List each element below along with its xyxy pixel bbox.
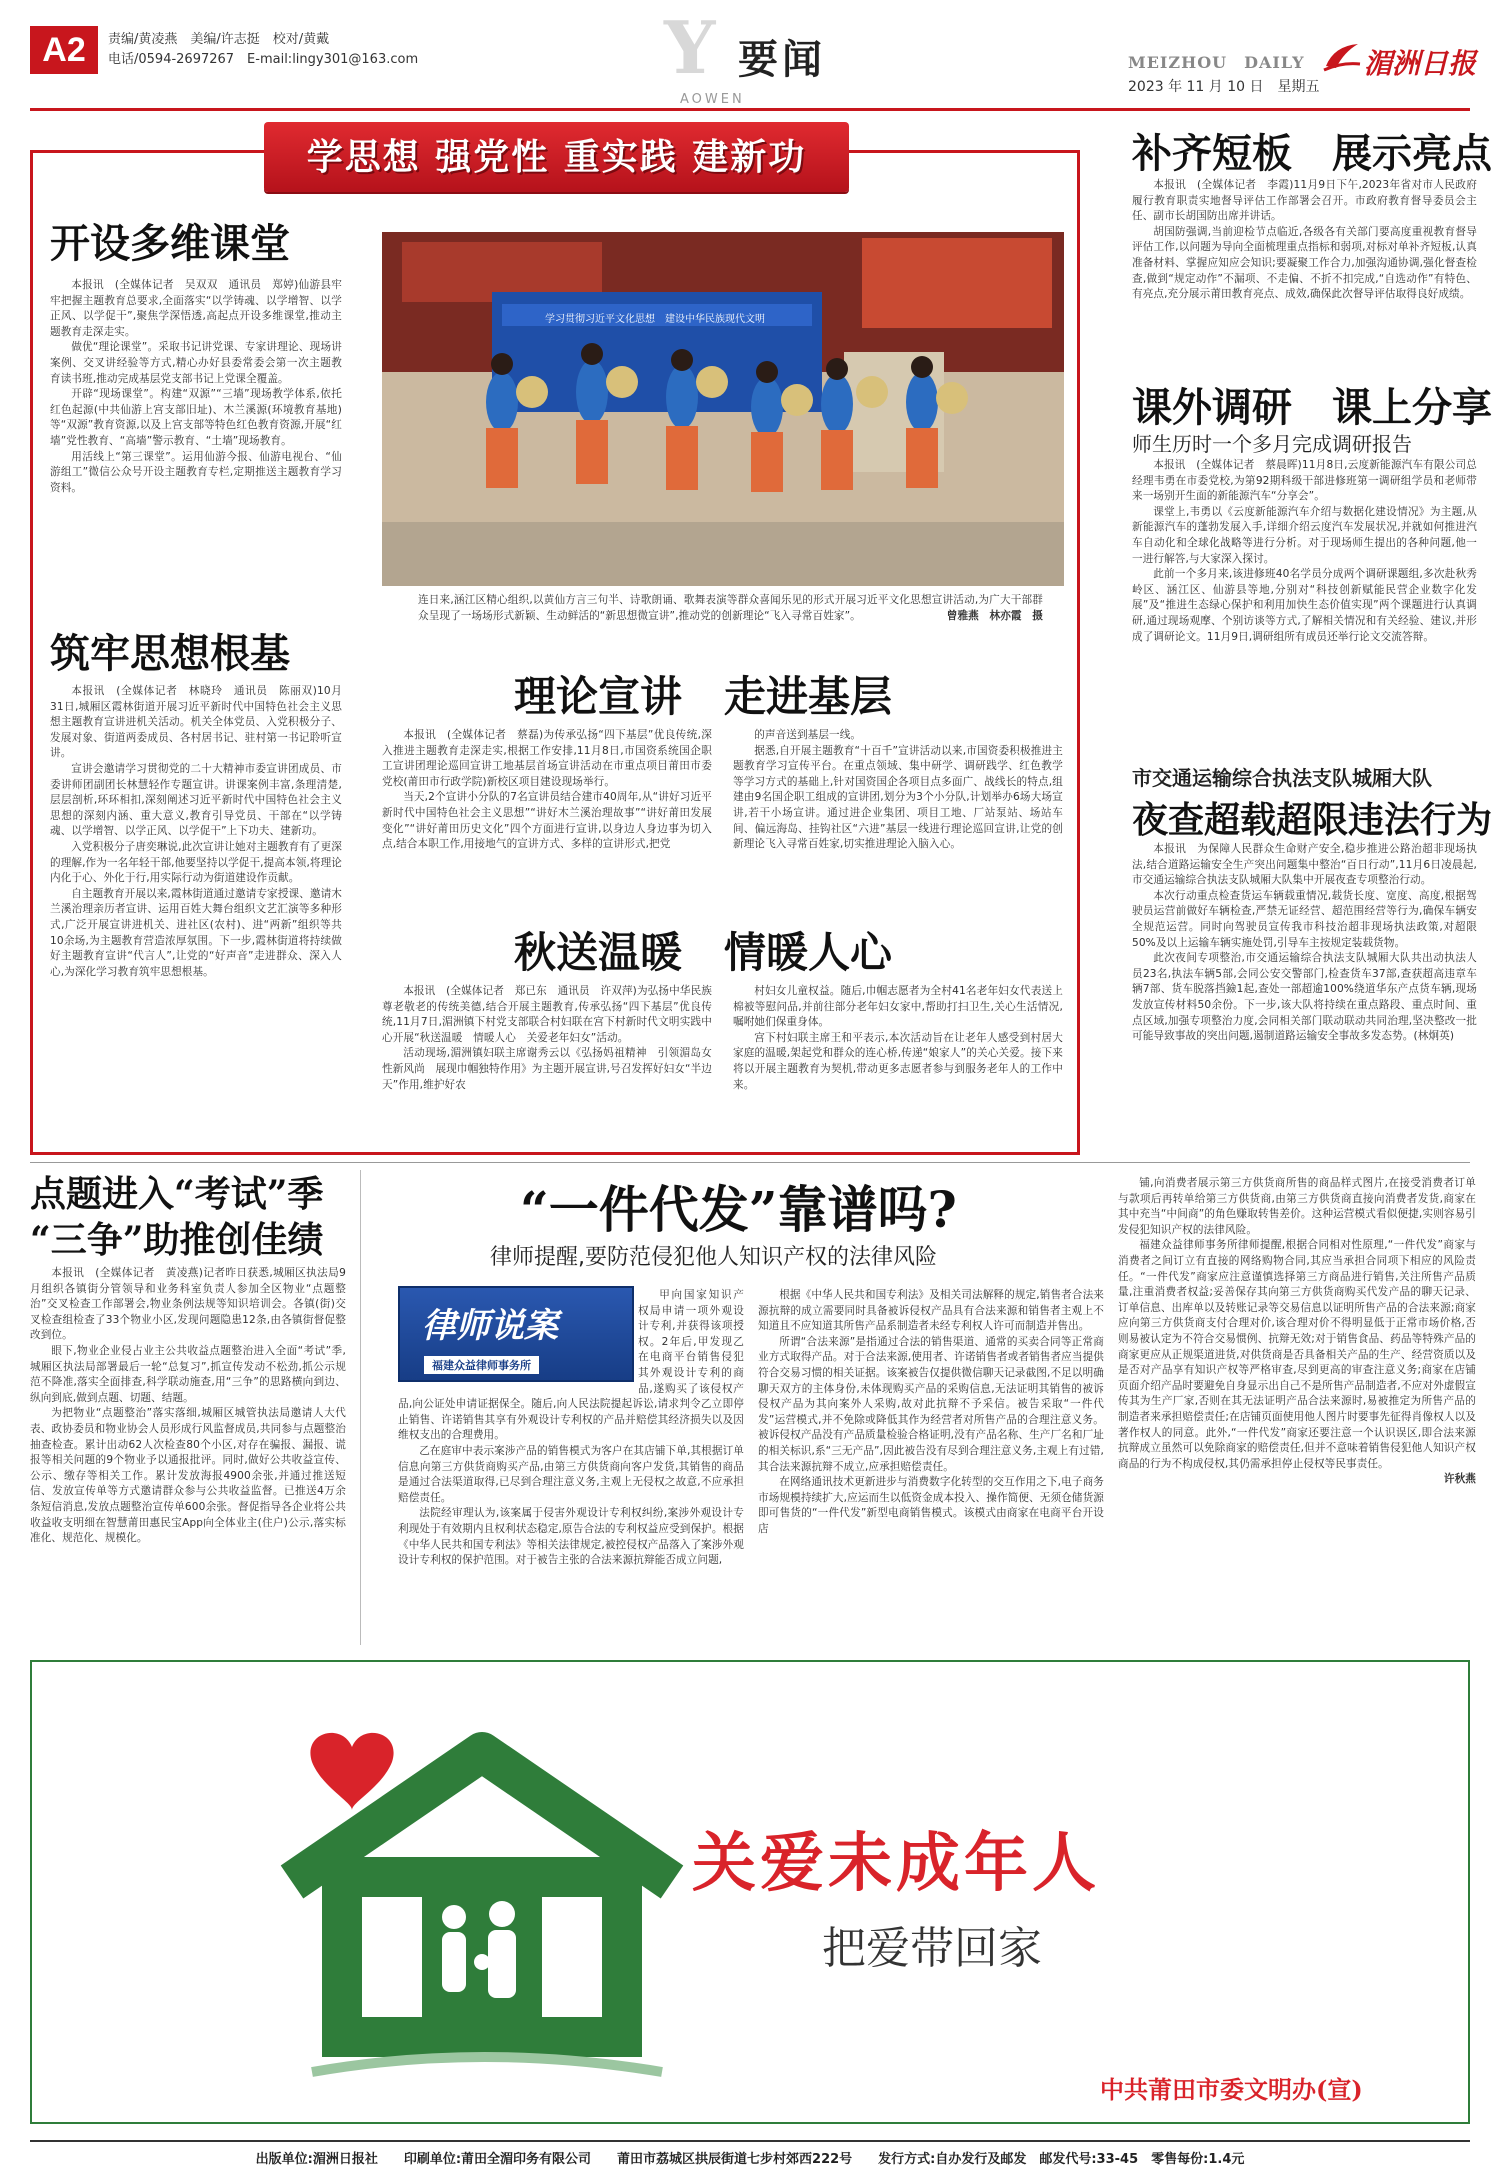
paragraph: 本报讯 (全媒体记者 吴双双 通讯员 郑婷)仙游县牢牢把握主题教育总要求,全面落实“以学铸魂、以学增智、以学正风、以学促干”,聚焦学深悟透,高起点开设多维课堂,推动主题教育走深走实。 [50, 279, 342, 338]
paper-english-name: MEIZHOU DAILY [1128, 53, 1305, 72]
paragraph: 本报讯 (全媒体记者 郑已东 通讯员 许双萍)为弘扬中华民族尊老敬老的传统美德,结合开展主题教育,传承弘扬“四下基层”优良传统,11月7日,湄洲镇下村党支部联合村妇联在宫下村新时代文明实践中心开展“秋送温暖 情暖人心 关爱老年妇女”活动。 [382, 985, 712, 1044]
issue-date: 2023 年 11 月 10 日 星期五 [1128, 79, 1320, 95]
paragraph: 本报讯 (全媒体记者 林晓玲 通讯员 陈丽双)10月31日,城厢区霞林街道开展习近平新时代中国特色社会主义思想主题教育宣讲进机关活动。机关全体党员、入党积极分子、发展对象、街道两委成员、各村居书记、驻村第一书记聆听宣讲。 [50, 685, 342, 760]
paragraph: 村妇女儿童权益。随后,巾帼志愿者为全村41名老年妇女代表送上棉被等慰问品,并前往部分老年妇女家中,帮助打扫卫生,关心生活情况,嘱咐她们保重身体。 [733, 985, 1063, 1029]
paragraph: 入党积极分子唐奕琳说,此次宣讲让她对主题教育有了更深的理解,作为一名年轻干部,他要坚持以学促干,提高本领,将理论内化于心、外化于行,用实际行动为街道建设作贡献。 [50, 840, 342, 885]
article-headline: 补齐短板 展示亮点 [1132, 130, 1492, 177]
paragraph: 本报讯 为保障人民群众生命财产安全,稳步推进公路治超非现场执法,结合道路运输安全生产突出问题集中整治“百日行动”,11月6日凌晨起,市交通运输综合执法支队城厢大队集中开展夜查专项整治行动。 [1132, 843, 1477, 887]
paper-logo [1322, 40, 1362, 76]
lawyer-column-title: 律师说案 [422, 1306, 558, 1346]
paragraph: 本次行动重点检查货运车辆载重情况,载货长度、宽度、高度,根据驾驶员运营前做好车辆检查,严禁无证经营、超范围经营等行为,确保车辆安全规范运营。同时向驾驶员宣传我市科技治超非现场执法政策,对超限50%及以上运输车辆实施处罚,引导车主按规定装载货物。 [1132, 889, 1477, 949]
section-letter: Y [664, 5, 716, 90]
theme-banner [264, 122, 849, 192]
article-headline: 秋送温暖 情暖人心 [514, 928, 893, 977]
paragraph: 宣讲会邀请学习贯彻党的二十大精神市委宣讲团成员、市委讲师团副团长林慧轻作专题宣讲。讲课案例丰富,条理清楚,层层剖析,环环相扣,深刻阐述习近平新时代中国特色社会主义思想的深刻内涵、重大意义,教育引导党员、干部在“以学铸魂、以学增智、以学正风、以学促干”上下功夫、建新功。 [50, 762, 342, 838]
article-headline: 理论宣讲 走进基层 [514, 672, 893, 721]
paragraph: 为把物业“点题整治”落实落细,城厢区城管执法局邀请人大代表、政协委员和物业协会人员形成行风监督成员,共同参与点题整治抽查检查。累计出动62人次检查80个小区,对存在骗报、漏报、谎报等相关问题的9个物业予以通报批评。同时,做好公共收益宣传、公示、缴存等相关工作。累计发放海报4900余张,并通过推送短信、发放宣传单等方式邀请群众参与公共收益监督。已推送4万余条短信消息,发放点题整治宣传单600余张。督促指导各企业将公共收益收支明细在智慧莆田惠民宝App向全体业主(住户)公示,落实标准化、规范化、规模化。 [30, 1407, 346, 1545]
logo-spacer [398, 1288, 638, 1382]
paragraph: 本报讯 (全媒体记者 蔡晨晖)11月8日,云度新能源汽车有限公司总经理韦勇在市委党校,为第92期科级干部进修班第一调研组学员和老师带来一场别开生面的新能源汽车“分享会”。 [1132, 459, 1477, 503]
paragraph: 自主题教育开展以来,霞林街道通过邀请专家授课、邀请木兰溪治理亲历者宣讲、运用百姓大舞台组织文艺汇演等多种形式,广泛开展宣讲进机关、进社区(农村)、进“两新”组织等共10余场,为主题教育营造浓厚氛围。下一步,霞林街道将持续做好主题教育宣讲“代言人”,让党的“好声音”走进群众、深入人心,为深化学习教育筑牢思想根基。 [50, 887, 342, 978]
article-body [50, 684, 342, 980]
article-headline: 筑牢思想根基 [50, 630, 290, 677]
paragraph: 的声音送到基层一线。 [754, 729, 862, 741]
public-service-ad [30, 1660, 1470, 2124]
section-title: 要闻 [738, 36, 826, 83]
photo-caption-text: 连日来,涵江区精心组织,以黄仙方言三句半、诗歌朗诵、歌舞表演等群众喜闻乐见的形式开展习近平文化思想宣讲活动,为广大干部群众呈现了一场场形式新颖、生动鲜活的“新思想微宣讲”,推动党的创新理论“飞入寻常百姓家”。 [418, 594, 1043, 622]
paragraph: 活动现场,湄洲镇妇联主席谢秀云以《弘扬妈祖精神 引领湄岛女性新风尚 展现巾帼独特作用》为主题开展宣讲,号召发挥好妇女“半边天”作用,维护好农 [382, 1047, 712, 1091]
paragraph: 铺,向消费者展示第三方供货商所售的商品样式图片,在接受消费者订单与款项后再转单给第三方供货商,由第三方供货商直接向消费者发货,商家在其中充当“中间商”的角色赚取转售差价。这种运营模式看似便捷,实则容易引发侵犯知识产权的法律风险。 [1118, 1177, 1476, 1236]
paragraph: 胡国防强调,当前迎检节点临近,各级各有关部门要高度重视教育督导评估工作,以问题为导向全面梳理重点指标和弱项,对标对单补齐短板,认真准备材料、掌握应知应会知识;要凝聚工作合力,加强沟通协调,强化督查检查,做到“规定动作”不漏项、不走偏、不折不扣完成,“自选动作”有特色、有亮点,充分展示莆田教育亮点、成效,确保此次督导评估取得良好成绩。 [1132, 225, 1477, 301]
paragraph: 福建众益律师事务所律师提醒,根据合同相对性原理,“一件代发”商家与消费者之间订立有直接的网络购物合同,其应当承担合同项下相应的风险责任。“一件代发”商家应注意谨慎选择第三方商品进行销售,关注所售产品质量,注重消费者权益;妥善保存其向第三方供货商购买代发产品的聊天记录、订单信息、出库单以及转账记录等交易信息以证明所售产品的合法来源;商家应向第三方供货商支付合理对价,该合理对价不得明显低于正常市场价格,否则易被认定为不符合交易惯例、抗辩无效;对于销售食品、药品等特殊产品的商家更应从正规渠道进货,对供货商是否具备相关产品的生产、经营资质以及是否对产品享有知识产权等严格审查,尽到更高的审查注意义务;商家在店铺页面介绍产品时要避免自身显示出自己不是所售产品制造者,不应对外虚假宣传其为生产厂家,否则在其无法证明产品合法来源时,易被推定为所售产品的制造者来承担赔偿责任;在店铺页面使用他人图片时要事先征得肖像权人以及著作权人的同意。此外,“一件代发”商家还要注意一个认识误区,即合法来源抗辩成立虽然可以免除商家的赔偿责任,但并不意味着销售侵犯他人知识产权商品的行为不构成侵权,其仍需承担停止侵权等民事责任。 [1118, 1239, 1476, 1470]
article-body [50, 278, 342, 496]
section-divider [30, 1162, 1470, 1163]
paragraph: 眼下,物业企业侵占业主公共收益点题整治进入全面“考试”季,城厢区执法局部署最后一轮“总复习”,抓宣传发动不松劲,抓公示规范不降准,落实全面排查,科学联动施查,用“三争”的思路横向到边、纵向到底,做到点题、切题、结题。 [30, 1344, 346, 1404]
page-number-badge: A2 [30, 26, 98, 74]
article-subtitle: 师生历时一个多月完成调研报告 [1132, 432, 1412, 456]
paragraph: 根据《中华人民共和国专利法》及相关司法解释的规定,销售者合法来源抗辩的成立需要同时具备被诉侵权产品具有合法来源和销售者主观上不知道且不应知道其所售产品系制造者未经专利权人许可而制造并售出。 [758, 1289, 1104, 1333]
paragraph: 做优“理论课堂”。采取书记讲党课、专家讲理论、现场讲案例、交叉讲经验等方式,精心办好县委常委会第一次主题教育读书班,推动完成基层党支部书记上党课全覆盖。 [50, 341, 342, 385]
article-column [382, 728, 712, 853]
header-rule [30, 108, 1470, 111]
article-headline: “一件代发”靠谱吗? [520, 1180, 957, 1239]
lawyer-column-sub: 福建众益律师事务所 [424, 1356, 539, 1374]
ad-sponsor: 中共莆田市委文明办(宣) [1100, 2075, 1363, 2104]
paper-chinese-name: 湄洲日报 [1364, 47, 1477, 80]
article-body [30, 1266, 346, 1547]
article-subtitle: 律师提醒,要防范侵犯他人知识产权的法律风险 [490, 1245, 937, 1270]
paragraph: 在网络通讯技术更新进步与消费数字化转型的交互作用之下,电子商务市场规模持续扩大,应运而生以低资金成本投入、操作简便、无须仓储货源即可售货的“一件代发”新型电商销售模式。该模式由商家在电商平台开设店 [758, 1476, 1104, 1535]
footer-imprint: 出版单位:湄洲日报社 印刷单位:莆田全湄印务有限公司 莆田市荔城区拱辰街道七步村郊西222号 发行方式:自办发行及邮发 邮发代号:33-45 零售每份:1.4元 [255, 2152, 1245, 2167]
article-author: 许秋燕 [1443, 1473, 1476, 1486]
footer-rule [30, 2140, 1470, 2142]
paragraph: 本报讯 (全媒体记者 李霞)11月9日下午,2023年省对市人民政府履行教育职责实地督导评估工作部署会召开。市政府教育督导委员会主任、副市长胡国防出席并讲话。 [1132, 179, 1477, 223]
article-headline: 点题进入“考试”季 [30, 1173, 324, 1215]
photo-caption [418, 592, 1043, 624]
paragraph: 开辟“现场课堂”。构建“双源”“三墙”现场教学体系,依托红色起源(中共仙游上宫支部旧址)、木兰溪源(环境教育基地)等“双源”教育资源,以及上宫支部等特色红色教育资源,开展“红墙”党性教育、“高墙”警示教育、“土墙”现场教育。 [50, 388, 342, 447]
photo-credit: 曾雅燕 林亦霞 摄 [946, 610, 1043, 622]
event-photo [382, 232, 1064, 586]
article-column [733, 728, 1063, 853]
article-body [1132, 458, 1477, 645]
paragraph: 本报讯 (全媒体记者 黄凌燕)记者昨日获悉,城厢区执法局9月组织各镇街分管领导和业务科室负责人参加全区物业“点题整治”交叉检查工作部署会,物业条例法规等知识培训会。各镇(街)交叉检查组检查了33个物业小区,发现问题隐患12条,由各镇街督促整改到位。 [30, 1267, 346, 1342]
article-headline: 课外调研 课上分享 [1132, 384, 1492, 431]
article-headline: “三争”助推创佳绩 [30, 1219, 324, 1261]
article-column [758, 1288, 1104, 1538]
paragraph: 甲向国家知识产权局申请一项外观设计专利,并获得该项授权。2年后,甲发现乙在电商平台销售侵犯其外观设计专利的商品,遂购买了该侵权产品,向公证处申请证据保全。随后,向人民法院提起诉讼,请求判令乙立即停止销售、许诺销售其享有外观设计专利权的产品并赔偿其经济损失以及因维权支出的合理费用。 [398, 1289, 744, 1442]
paragraph: 所谓“合法来源”是指通过合法的销售渠道、通常的买卖合同等正常商业方式取得产品。对于合法来源,使用者、许诺销售者或者销售者应当提供符合交易习惯的相关证据。该案被告仅提供微信聊天记录截图,不足以明确聊天双方的主体身份,未体现购买产品的采购信息,无法证明其销售的被诉侵权产品为其向案外人采购,故对此抗辩不予采信。被告采取“一件代发”运营模式,并不免除或降低其作为经营者对所售产品的合理注意义务。被诉侵权产品没有产品质量检验合格证明,没有产品名称、生产厂名和厂址的相关标识,系“三无产品”,因此被告没有尽到合理注意义务,主观上有过错,其合法来源抗辩不成立,应承担赔偿责任。 [758, 1335, 1104, 1473]
paragraph: 法院经审理认为,该案属于侵害外观设计专利权纠纷,案涉外观设计专利现处于有效期内且权利状态稳定,原告合法的专利权益应受到保护。根据《中华人民共和国专利法》等相关法律规定,被控侵权产品落入了案涉外观设计专利权的保护范围。对于被告主张的合法来源抗辩能否成立问题, [398, 1507, 744, 1567]
section-pinyin: AOWEN [680, 92, 745, 107]
photo-sign-text: 学习贯彻习近平文化思想 建设中华民族现代文明 [545, 314, 765, 325]
column-divider [360, 1170, 361, 1645]
paragraph: 宫下村妇联主席王和平表示,本次活动旨在让老年人感受到村居大家庭的温暖,架起党和群众的连心桥,传递“娘家人”的关心关爱。接下来将以开展主题教育为契机,带动更多志愿者参与到服务老年人的工作中来。 [733, 1031, 1063, 1091]
ad-slogan: 关爱未成年人 [692, 1826, 1100, 1901]
article-body [1132, 178, 1477, 303]
paragraph: 此次夜间专项整治,市交通运输综合执法支队城厢大队共出动执法人员23名,执法车辆5部,会同公安交警部门,检查货车37部,查获超高违章车辆7部、货车脱落挡鐱1起,查处一部超逾100%绕道华东产点货车辆,现场发放宣传材料50余份。下一步,该大队将持续在重点路段、重点时间、重点区域,加强专项整治力度,会同相关部门联动联动共同治理,坚决整改一批可能导致事故的突出问题,遏制道路运输安全事故多发态势。(林炯英) [1132, 952, 1477, 1043]
ad-subtitle: 把爱带回家 [822, 1923, 1042, 1974]
house-heart-icon [272, 1692, 702, 2092]
article-headline: 开设多维课堂 [50, 220, 290, 267]
article-column [382, 984, 712, 1093]
contact-line: 电话/0594-2697267 E-mail:lingy301@163.com [108, 52, 419, 67]
article-column [398, 1288, 744, 1569]
paragraph: 本报讯 (全媒体记者 蔡磊)为传承弘扬“四下基层”优良传统,深入推进主题教育走深走实,根据工作安排,11月8日,市国资系统国企职工宣讲团理论巡回宣讲工地基层首场宣讲活动在市重点项目莆田市委党校(莆田市行政学院)新校区项目建设现场举行。 [382, 729, 712, 788]
article-column [733, 984, 1063, 1093]
editors-line: 责编/黄凌燕 美编/许志挺 校对/黄戴 [108, 32, 330, 47]
article-body [1132, 842, 1477, 1045]
paragraph: 据悉,自开展主题教育“十百千”宣讲活动以来,市国资委积极推进主题教育学习宣传平台。在重点领域、集中研学、调研践学、红色教学等学习方式的基础上,针对国资国企各项目点多面广、战线长的特点,组建由9名国企职工组成的宣讲团,划分为3个小分队,计划举办6场大场宣讲,若干小场宣讲。通过进企业集团、项目工地、厂站泵站、场站车间、偏远海岛、挂钩社区“六进”基层一线进行理论巡回宣讲,让党的创新理论飞入寻常百姓家,切实推进理论入脑入心。 [733, 744, 1063, 851]
paragraph: 用活线上“第三课堂”。运用仙游今报、仙游电视台、“仙游组工”微信公众号开设主题教育专栏,定期推送主题教育学习资料。 [50, 450, 342, 494]
theme-banner-text: 学思想 强党性 重实践 建新功 [306, 136, 807, 178]
paragraph: 乙在庭审中表示案涉产品的销售模式为客户在其店铺下单,其根据订单信息向第三方供货商购买产品,由第三方供货商向客户发货,其销售的商品是通过合法渠道取得,已尽到合理注意义务,主观上无侵权之故意,不应承担赔偿责任。 [398, 1444, 744, 1504]
paragraph: 课堂上,韦勇以《云度新能源汽车介绍与数据化建设情况》为主题,从新能源汽车的蓬勃发展入手,详细介绍云度汽车发展状况,并就如何推进汽车自动化和全球化战略等进行分析。对于现场师生提出的各种问题,他一一进行解答,与大家深入探讨。 [1132, 505, 1477, 565]
article-headline: 夜查超载超限违法行为 [1132, 799, 1493, 841]
article-column [1118, 1176, 1476, 1488]
paragraph: 当天,2个宣讲小分队的7名宣讲员结合建市40周年,从“讲好习近平新时代中国特色社会主义思想”“讲好木兰溪治理故事”“讲好莆田发展变化”“讲好莆田历史文化”四个方面进行宣讲,以身边人身边事为切入点,结合本职工作,用接地气的宣讲方式、多样的宣讲形式,把党 [382, 791, 712, 851]
paragraph: 此前一个多月来,该进修班40名学员分成两个调研课题组,多次赴秋秀岭区、涵江区、仙游县等地,分别对“科技创新赋能民营企业数字化发展”及“推进生态绿心保护和利用加快生态价值实现”两个课题进行认真调研,通过现场观摩、个别访谈等方式,了解相关情况和有关经验、建议,并形成了调研论文。11月9日,调研组所有成员还举行论文交流答辩。 [1132, 568, 1477, 643]
article-kicker: 市交通运输综合执法支队城厢大队 [1132, 766, 1432, 790]
